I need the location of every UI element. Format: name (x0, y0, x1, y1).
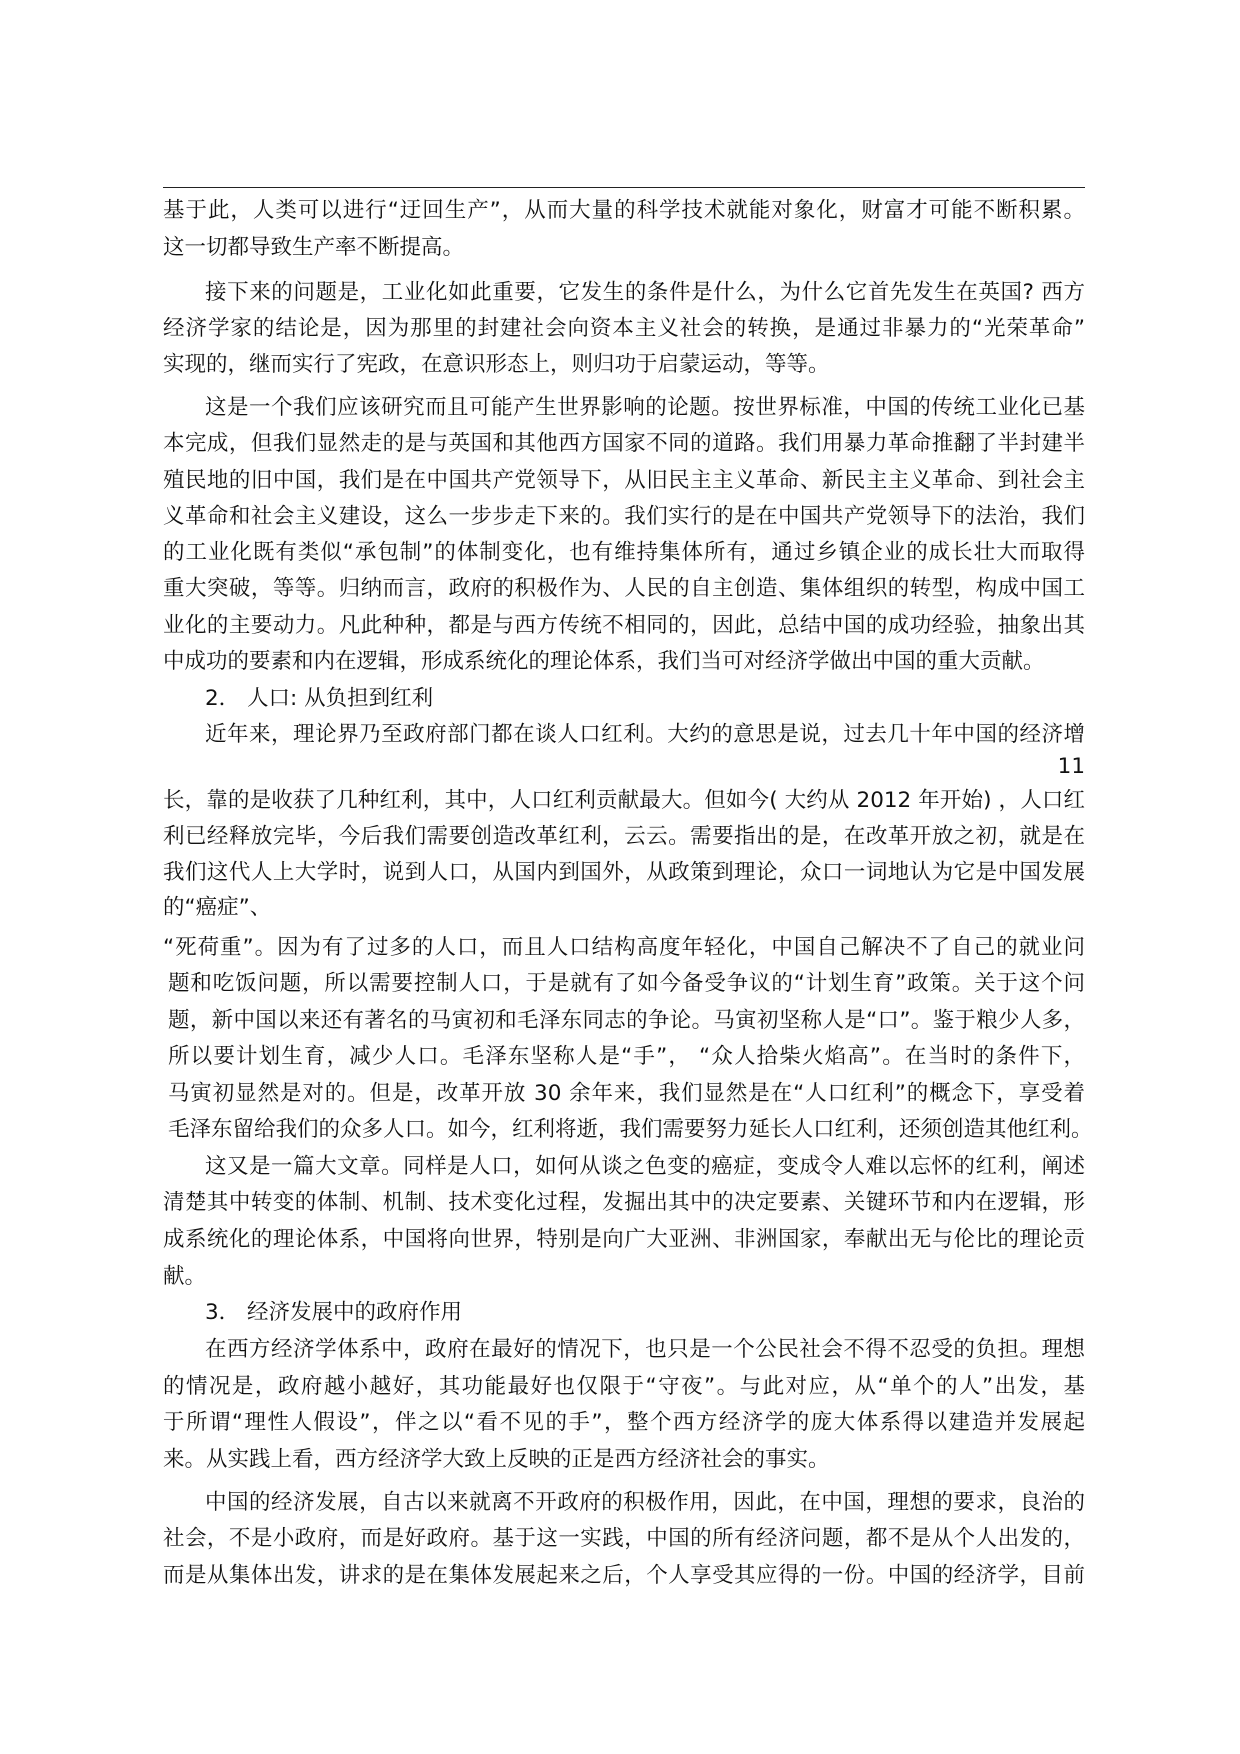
text-line: 殖民地的旧中国，我们是在中国共产党领导下，从旧民主主义革命、新民主主义革命、到社会主 (163, 468, 1085, 493)
text-line: 利已经释放完毕，今后我们需要创造改革红利，云云。需要指出的是，在改革开放之初，就是在 (163, 824, 1085, 849)
text-line: 义革命和社会主义建设，这么一步步走下来的。我们实行的是在中国共产党领导下的法治，我们 (163, 504, 1085, 529)
text-line: 的“癌症”、 (163, 895, 272, 920)
section-heading: 3． 经济发展中的政府作用 (205, 1300, 463, 1325)
text-line: 献。 (163, 1264, 207, 1289)
text-line: 于所谓“理性人假设”，伴之以“看不见的手”，整个西方经济学的庞大体系得以建造并发展起 (163, 1410, 1085, 1435)
text-line: 来。从实践上看，西方经济学大致上反映的正是西方经济社会的事实。 (163, 1447, 830, 1472)
text-line: 接下来的问题是，工业化如此重要，它发生的条件是什么，为什么它首先发生在英国? 西方 (205, 280, 1085, 305)
text-line: 这是一个我们应该研究而且可能产生世界影响的论题。按世界标准，中国的传统工业化已基 (205, 395, 1085, 420)
text-line: “死荷重”。因为有了过多的人口，而且人口结构高度年轻化，中国自己解决不了自己的就业问 (163, 935, 1085, 960)
text-line: 题，新中国以来还有著名的马寅初和毛泽东同志的争论。马寅初坚称人是“口”。鉴于粮少人多， (168, 1008, 1085, 1033)
text-line: 重大突破，等等。归纳而言，政府的积极作为、人民的自主创造、集体组织的转型，构成中国工 (163, 576, 1085, 601)
text-line: 这一切都导致生产率不断提高。 (163, 235, 465, 260)
text-line: 在西方经济学体系中，政府在最好的情况下，也只是一个公民社会不得不忍受的负担。理想 (205, 1337, 1085, 1362)
text-line: 近年来，理论界乃至政府部门都在谈人口红利。大约的意思是说，过去几十年中国的经济增 (205, 722, 1085, 747)
header-rule (163, 187, 1085, 188)
text-line: 成系统化的理论体系，中国将向世界，特别是向广大亚洲、非洲国家，奉献出无与伦比的理论贡 (163, 1227, 1085, 1252)
text-line: 实现的，继而实行了宪政，在意识形态上，则归功于启蒙运动，等等。 (163, 352, 830, 377)
text-line: 中国的经济发展，自古以来就离不开政府的积极作用，因此，在中国，理想的要求，良治的 (205, 1490, 1085, 1515)
text-line: 马寅初显然是对的。但是，改革开放 30 余年来，我们显然是在“人口红利”的概念下，享受着 (168, 1081, 1085, 1106)
text-line: 题和吃饭问题，所以需要控制人口，于是就有了如今备受争议的“计划生育”政策。关于这个问 (168, 971, 1085, 996)
page-number: 11 (1057, 754, 1085, 779)
text-line: 毛泽东留给我们的众多人口。如今，红利将逝，我们需要努力延长人口红利，还须创造其他红利。 (168, 1117, 1093, 1142)
text-line: 经济学家的结论是，因为那里的封建社会向资本主义社会的转换，是通过非暴力的“光荣革命” (163, 316, 1085, 341)
text-line: 基于此，人类可以进行“迂回生产”，从而大量的科学技术就能对象化，财富才可能不断积累。 (163, 198, 1085, 223)
text-line: 的工业化既有类似“承包制”的体制变化，也有维持集体所有，通过乡镇企业的成长壮大而取得 (163, 540, 1085, 565)
text-line: 本完成，但我们显然走的是与英国和其他西方国家不同的道路。我们用暴力革命推翻了半封建半 (163, 431, 1085, 456)
text-line: 我们这代人上大学时，说到人口，从国内到国外，从政策到理论，众口一词地认为它是中国发展 (163, 860, 1085, 885)
text-line: 长，靠的是收获了几种红利，其中，人口红利贡献最大。但如今( 大约从 2012 年开始) ，人口红 (163, 788, 1085, 813)
text-line: 中成功的要素和内在逻辑，形成系统化的理论体系，我们当可对经济学做出中国的重大贡献。 (163, 649, 1045, 674)
text-line: 而是从集体出发，讲求的是在集体发展起来之后，个人享受其应得的一份。中国的经济学，目前 (163, 1563, 1085, 1588)
section-heading: 2． 人口: 从负担到红利 (205, 686, 434, 711)
text-line: 社会，不是小政府，而是好政府。基于这一实践，中国的所有经济问题，都不是从个人出发的， (163, 1526, 1085, 1551)
text-line: 业化的主要动力。凡此种种，都是与西方传统不相同的，因此，总结中国的成功经验，抽象出其 (163, 613, 1085, 638)
text-line: 的情况是，政府越小越好，其功能最好也仅限于“守夜”。与此对应，从“单个的人”出发，基 (163, 1374, 1085, 1399)
text-line: 清楚其中转变的体制、机制、技术变化过程，发掘出其中的决定要素、关键环节和内在逻辑，形 (163, 1190, 1085, 1215)
text-line: 这又是一篇大文章。同样是人口，如何从谈之色变的癌症，变成令人难以忘怀的红利，阐述 (205, 1154, 1085, 1179)
text-line: 所以要计划生育，减少人口。毛泽东坚称人是“手”， “众人拾柴火焰高”。在当时的条件下， (168, 1044, 1085, 1069)
